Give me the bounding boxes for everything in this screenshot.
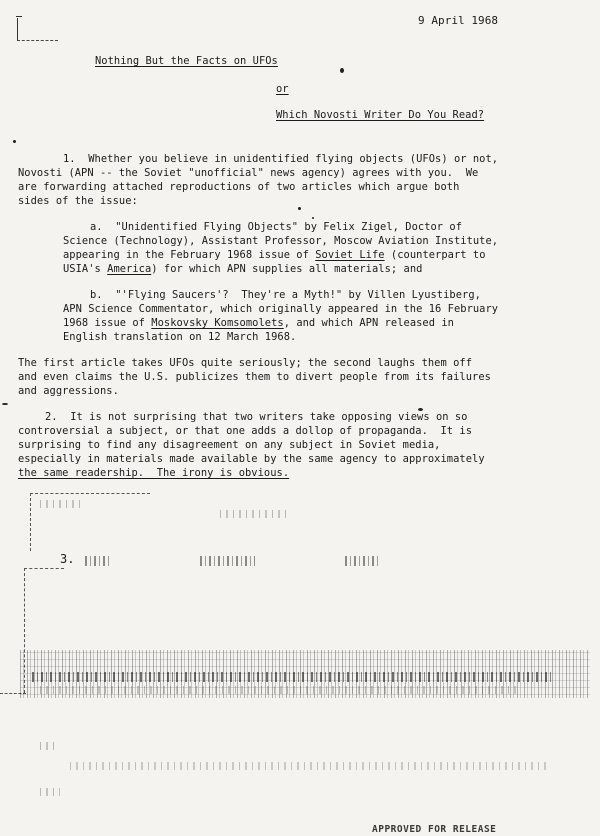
- para2-line-3: surprising to find any disagreement on any subject in Soviet media,: [18, 439, 441, 451]
- item-a-line-2: Science (Technology), Assistant Professor, Moscow Aviation Institute,: [63, 235, 499, 247]
- para1-line-1: 1. Whether you believe in unidentified flying objects (UFOs) or not,: [63, 153, 499, 165]
- item-b-line-4: English translation on 12 March 1968.: [63, 331, 297, 343]
- para3-number: 3.: [60, 552, 75, 566]
- item-b-line-3: 1968 issue of Moskovsky Komsomolets, and which APN released in: [63, 317, 454, 329]
- redacted-text: [40, 686, 520, 694]
- scan-speck: [340, 68, 344, 73]
- summary-line-2: and even claims the U.S. publicizes them to divert people from its failures: [18, 371, 491, 383]
- document-date: 9 April 1968: [418, 14, 499, 27]
- item-a-line-3: appearing in the February 1968 issue of Soviet Life (counterpart to: [63, 249, 486, 261]
- redacted-text: [220, 510, 290, 518]
- soviet-life-title: Soviet Life: [315, 249, 385, 261]
- title-line-2: or: [276, 83, 289, 95]
- item-b-line-2: APN Science Commentator, which originally appeared in the 16 February: [63, 303, 499, 315]
- scan-speck: [298, 207, 301, 210]
- para1-line-4: sides of the issue:: [18, 195, 138, 207]
- redacted-text: [85, 556, 110, 566]
- scan-speck: [418, 408, 423, 411]
- title-line-1: Nothing But the Facts on UFOs: [95, 55, 278, 67]
- summary-line-3: and aggressions.: [18, 385, 119, 397]
- redacted-text: [40, 742, 58, 750]
- redacted-text: [40, 788, 60, 796]
- para2-line-4: especially in materials made available by the same agency to approximately: [18, 453, 485, 465]
- para2-line-5: the same readership. The irony is obvious.: [18, 467, 290, 479]
- redacted-text: [70, 762, 550, 770]
- title-line-3: Which Novosti Writer Do You Read?: [276, 109, 485, 121]
- redacted-text: [40, 500, 80, 508]
- item-a-line-4: USIA's America) for which APN supplies all materials; and: [63, 263, 423, 275]
- para2-line-1: 2. It is not surprising that two writers take opposing views on so: [45, 411, 468, 423]
- scan-speck: [13, 140, 16, 143]
- para2-line-2: controversial a subject, or that one adds a dollop of propaganda. It is: [18, 425, 473, 437]
- komsomolets-title: Moskovsky Komsomolets: [151, 317, 284, 329]
- item-b-line-1: b. "'Flying Saucers'? They're a Myth!" by Villen Lyustiberg,: [90, 289, 481, 301]
- release-stamp: APPROVED FOR RELEASE: [372, 824, 497, 835]
- scan-speck: [2, 403, 8, 405]
- para1-line-3: are forwarding attached reproductions of two articles which argue both: [18, 181, 460, 193]
- para1-line-2: Novosti (APN -- the Soviet "unofficial" news agency) agrees with you. We: [18, 167, 479, 179]
- redaction-border: [30, 493, 31, 551]
- america-title: America: [107, 263, 152, 275]
- redacted-text: [32, 672, 552, 682]
- redacted-text: [345, 556, 380, 566]
- scan-speck: [312, 217, 314, 219]
- redacted-text: [200, 556, 255, 566]
- corner-mark: [17, 18, 58, 41]
- redaction-border: [30, 493, 150, 494]
- summary-line-1: The first article takes UFOs quite seriously; the second laughs them off: [18, 357, 473, 369]
- item-a-line-1: a. "Unidentified Flying Objects" by Felix Zigel, Doctor of: [90, 221, 463, 233]
- redaction-border: [24, 568, 64, 569]
